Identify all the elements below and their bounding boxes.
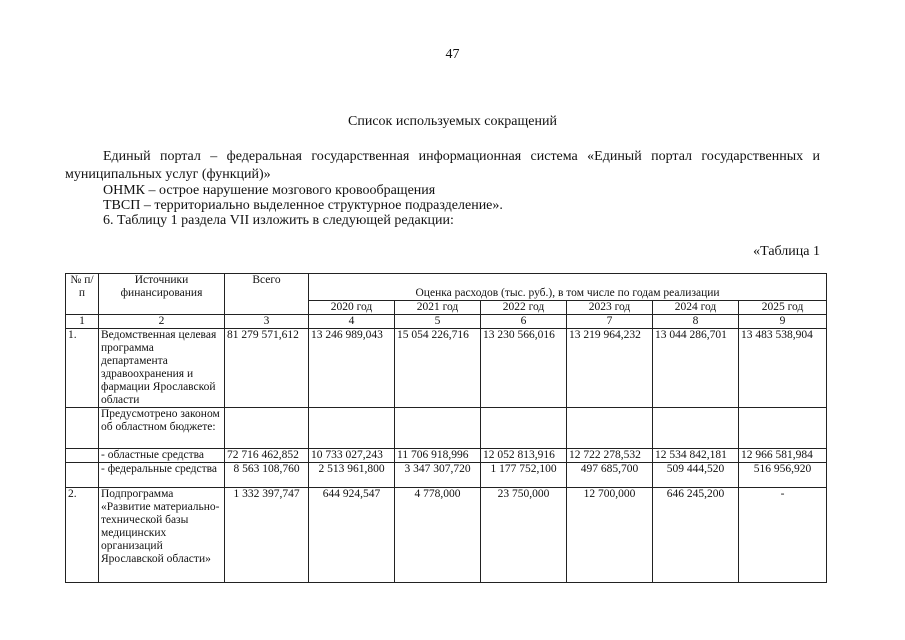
row-year-value: 13 246 989,043 (309, 329, 395, 408)
column-number: 4 (309, 315, 395, 329)
budget-table (65, 273, 827, 583)
paragraph-tvsp-definition: ТВСП – территориально выделенное структурное подразделение». (103, 198, 503, 213)
row-year-value (395, 408, 481, 449)
table-row (66, 449, 827, 463)
row-total (225, 408, 309, 449)
column-number: 8 (653, 315, 739, 329)
header-total: Всего (225, 274, 309, 315)
row-year-value: 12 534 842,181 (653, 449, 739, 463)
row-year-value: 23 750,000 (481, 488, 567, 583)
header-year: 2025 год (739, 301, 827, 315)
table-row (66, 329, 827, 408)
row-total: 72 716 462,852 (225, 449, 309, 463)
section-title: Список используемых сокращений (348, 114, 557, 129)
table-row (66, 488, 827, 583)
paragraph-portal-definition: Единый портал – федеральная государственная информационная система «Единый портал государственных и муниципальных услуг (функций)» (65, 149, 820, 182)
row-num: 1. (66, 329, 99, 408)
row-num (66, 449, 99, 463)
row-source: Подпрограмма «Развитие материально-технической базы медицинских организаций Ярославской области» (99, 488, 225, 583)
row-year-value: 13 044 286,701 (653, 329, 739, 408)
row-year-value: 644 924,547 (309, 488, 395, 583)
table-row (66, 408, 827, 449)
row-year-value: 1 177 752,100 (481, 463, 567, 488)
row-year-value: 12 722 278,532 (567, 449, 653, 463)
column-number-row (66, 315, 827, 329)
row-year-value: 11 706 918,996 (395, 449, 481, 463)
row-source: - федеральные средства (99, 463, 225, 488)
column-number: 6 (481, 315, 567, 329)
row-year-value: 12 700,000 (567, 488, 653, 583)
row-year-value: 12 966 581,984 (739, 449, 827, 463)
row-total: 81 279 571,612 (225, 329, 309, 408)
column-number: 7 (567, 315, 653, 329)
header-year: 2021 год (395, 301, 481, 315)
column-number: 9 (739, 315, 827, 329)
row-year-value: 12 052 813,916 (481, 449, 567, 463)
header-year: 2023 год (567, 301, 653, 315)
row-year-value: 509 444,520 (653, 463, 739, 488)
paragraph-table-instruction: 6. Таблицу 1 раздела VII изложить в следующей редакции: (103, 213, 454, 228)
row-year-value: - (739, 488, 827, 583)
table-header-row (66, 274, 827, 301)
row-source: - областные средства (99, 449, 225, 463)
row-year-value (739, 408, 827, 449)
row-year-value (481, 408, 567, 449)
row-year-value: 2 513 961,800 (309, 463, 395, 488)
column-number: 1 (66, 315, 99, 329)
table-caption: «Таблица 1 (753, 244, 820, 259)
row-year-value: 3 347 307,720 (395, 463, 481, 488)
table-row (66, 463, 827, 488)
row-year-value: 497 685,700 (567, 463, 653, 488)
row-year-value: 516 956,920 (739, 463, 827, 488)
row-source: Предусмотрено законом об областном бюджете: (99, 408, 225, 449)
column-number: 5 (395, 315, 481, 329)
row-num (66, 408, 99, 449)
row-year-value: 15 054 226,716 (395, 329, 481, 408)
row-year-value: 13 219 964,232 (567, 329, 653, 408)
row-year-value (653, 408, 739, 449)
row-total: 8 563 108,760 (225, 463, 309, 488)
paragraph-onmk-definition: ОНМК – острое нарушение мозгового кровообращения (103, 183, 436, 198)
page-number: 47 (445, 47, 460, 62)
row-year-value: 4 778,000 (395, 488, 481, 583)
row-num: 2. (66, 488, 99, 583)
row-year-value (309, 408, 395, 449)
column-number: 2 (99, 315, 225, 329)
row-num (66, 463, 99, 488)
row-year-value: 13 483 538,904 (739, 329, 827, 408)
header-year: 2020 год (309, 301, 395, 315)
header-estimate: Оценка расходов (тыс. руб.), в том числе по годам реализации (309, 274, 827, 301)
row-year-value (567, 408, 653, 449)
header-num: № п/п (66, 274, 99, 315)
row-total: 1 332 397,747 (225, 488, 309, 583)
header-year: 2022 год (481, 301, 567, 315)
column-number: 3 (225, 315, 309, 329)
row-year-value: 13 230 566,016 (481, 329, 567, 408)
header-year: 2024 год (653, 301, 739, 315)
row-year-value: 646 245,200 (653, 488, 739, 583)
header-source: Источники финансирования (99, 274, 225, 315)
row-source: Ведомственная целевая программа департамента здравоохранения и фармации Ярославской области (99, 329, 225, 408)
row-year-value: 10 733 027,243 (309, 449, 395, 463)
